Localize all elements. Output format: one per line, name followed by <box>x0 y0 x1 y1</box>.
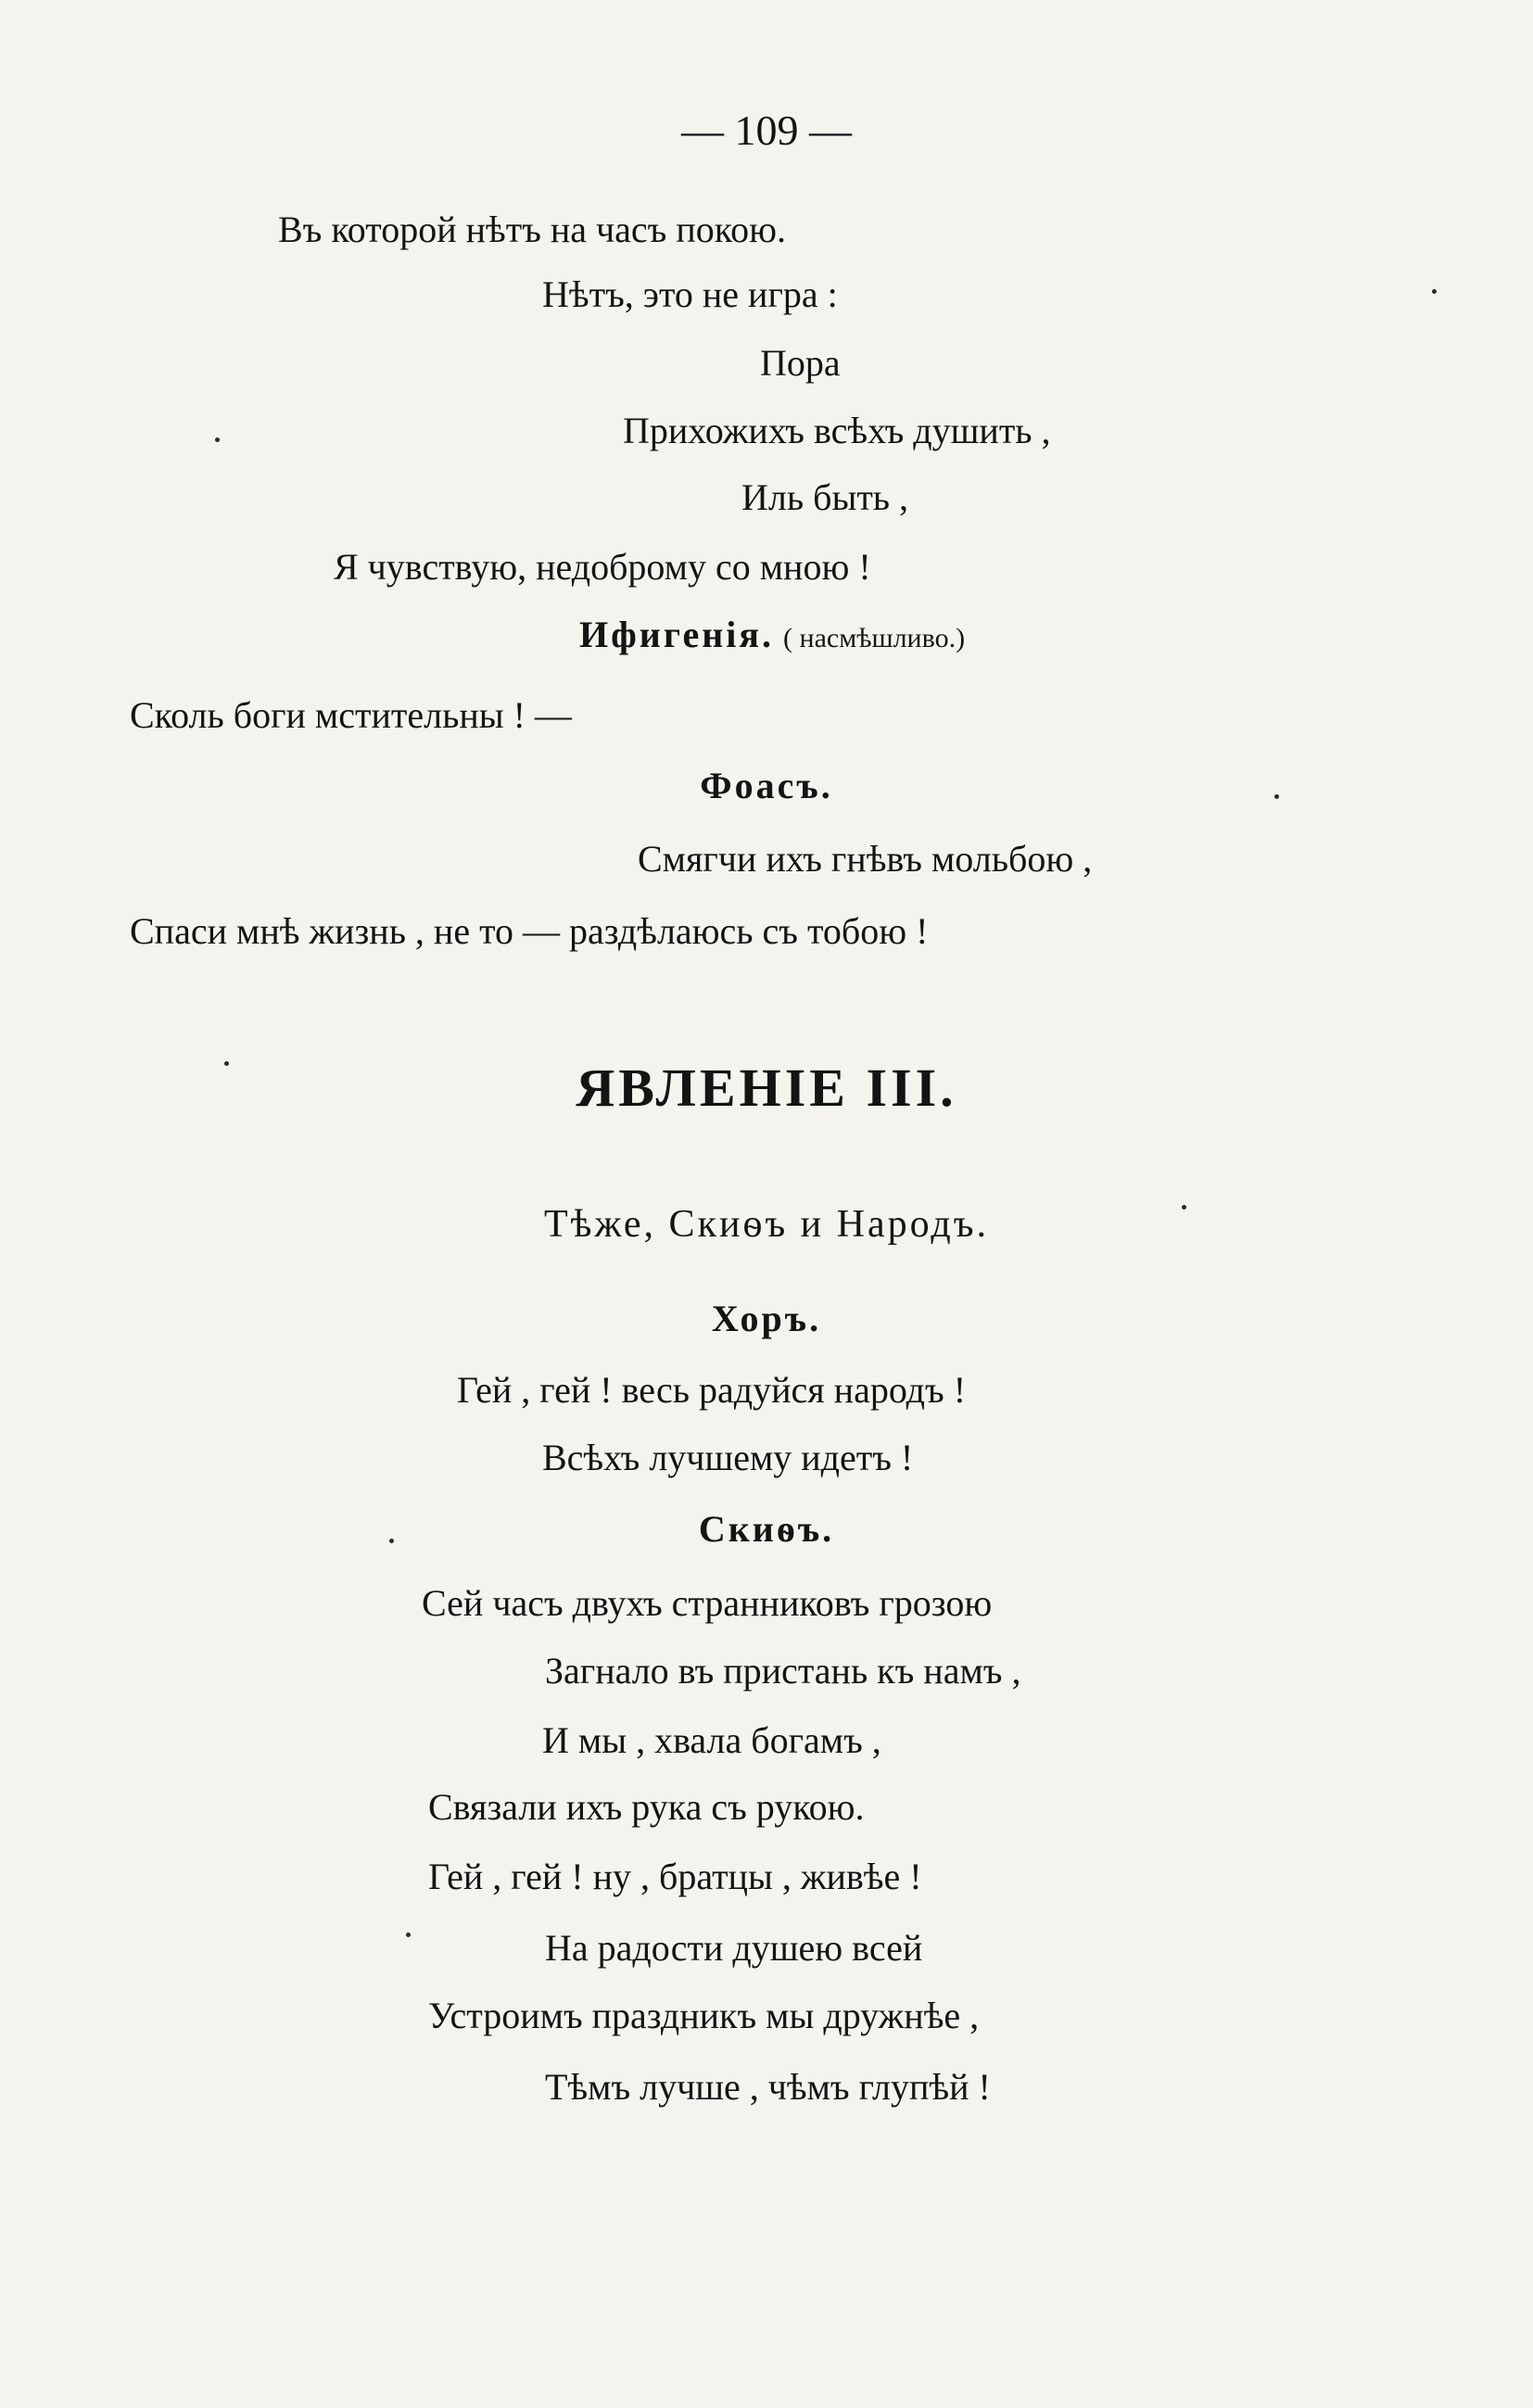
verse-line: Гей , гей ! ну , братцы , живѣе ! <box>428 1856 922 1897</box>
verse-line: Гей , гей ! весь радуйся народъ ! <box>457 1369 967 1411</box>
verse-line: Нѣтъ, это не игра : <box>542 273 838 315</box>
ink-speck <box>215 437 220 442</box>
ink-speck <box>224 1061 229 1066</box>
verse-line: Загнало въ пристань къ намъ , <box>545 1650 1021 1692</box>
verse-line: Прихожихъ всѣхъ душить , <box>623 410 1051 451</box>
verse-line: Связали ихъ рука съ рукою. <box>428 1786 865 1828</box>
speaker-name: Ифигенія. <box>579 614 775 655</box>
verse-line: Я чувствую, недоброму со мною ! <box>334 546 871 588</box>
speaker-heading <box>579 616 965 653</box>
ink-speck <box>1432 289 1437 294</box>
ink-speck <box>389 1539 394 1543</box>
ink-speck <box>1182 1205 1186 1210</box>
verse-line: Пора <box>760 342 841 384</box>
scene-cast: Тѣже, Скиѳъ и Народъ. <box>543 1203 989 1246</box>
verse-line: Сей часъ двухъ странниковъ грозою <box>422 1582 993 1624</box>
speaker-name: Фоасъ. <box>700 765 833 806</box>
verse-line: И мы , хвала богамъ , <box>542 1719 881 1761</box>
scene-title: ЯВЛЕНІЕ III. <box>576 1058 957 1118</box>
stage-direction: ( насмѣшливо.) <box>783 623 966 653</box>
verse-line: Спаси мнѣ жизнь , не то — раздѣлаюсь съ тобою ! <box>130 910 929 952</box>
verse-line: Тѣмъ лучше , чѣмъ глупѣй ! <box>545 2066 991 2108</box>
verse-line: На радости душею всей <box>545 1927 923 1969</box>
verse-line: Сколь боги мстительны ! — <box>130 694 572 736</box>
verse-line: Въ которой нѣтъ на часъ покою. <box>278 209 787 250</box>
ink-speck <box>1274 794 1279 799</box>
speaker-name: Хоръ. <box>711 1298 822 1339</box>
speaker-name: Скиѳъ. <box>698 1508 835 1550</box>
verse-line: Всѣхъ лучшему идетъ ! <box>542 1437 914 1478</box>
verse-line: Устроимъ праздникъ мы дружнѣе , <box>428 1995 980 2036</box>
page-number: — 109 — <box>681 107 852 154</box>
verse-line: Иль быть , <box>741 476 909 518</box>
ink-speck <box>406 1933 411 1937</box>
verse-line: Смягчи ихъ гнѣвъ мольбою , <box>638 838 1093 880</box>
